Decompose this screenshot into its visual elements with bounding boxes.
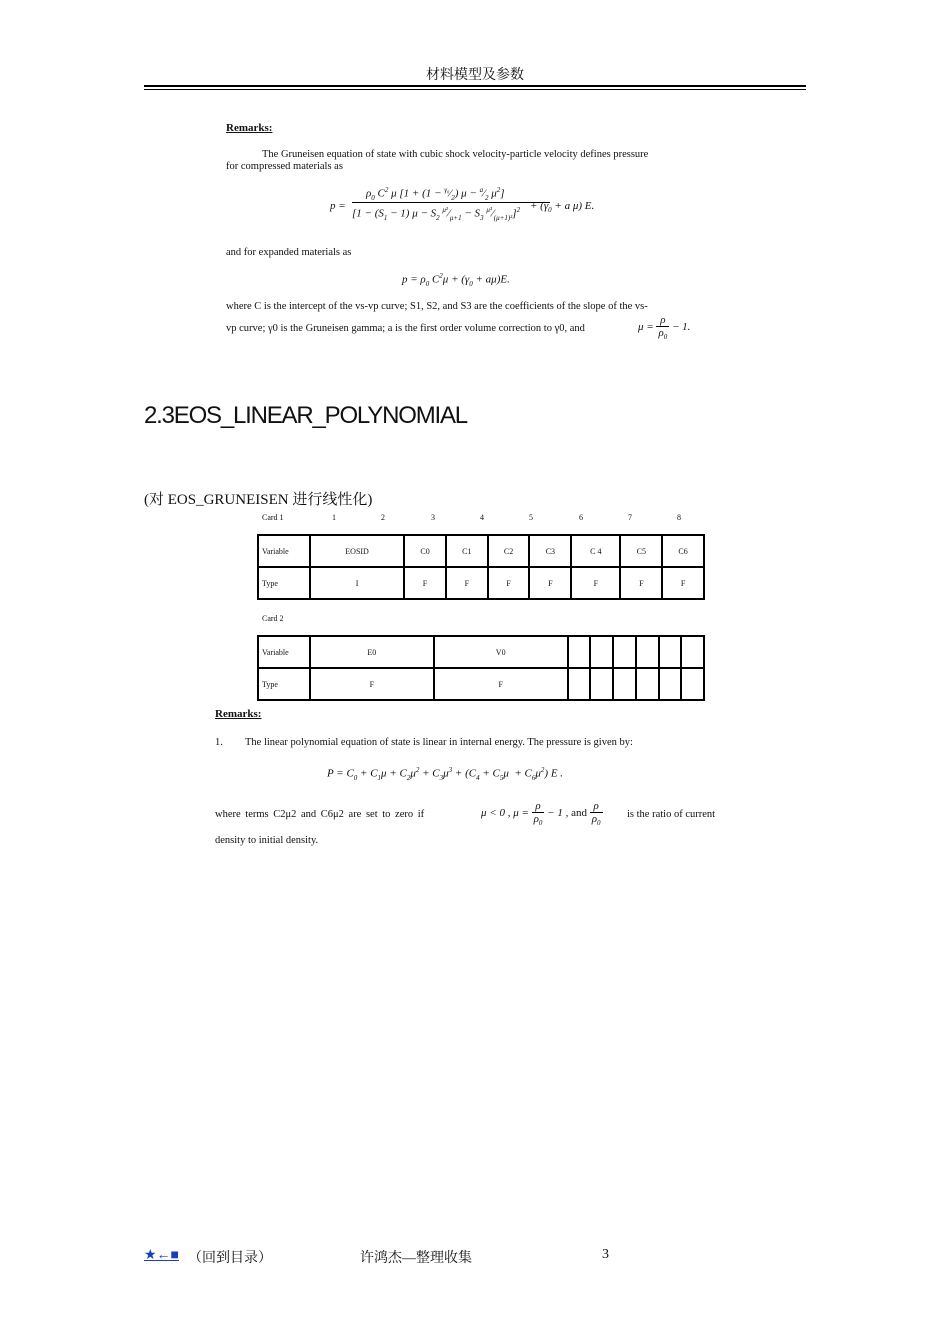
remark-item-number: 1. <box>215 737 223 748</box>
card1-table <box>257 534 705 600</box>
card2-type-6 <box>636 668 659 700</box>
card1-type-1: I <box>310 567 404 599</box>
card1-col-1: 1 <box>332 513 336 522</box>
card2-variable-label: Variable <box>258 636 310 668</box>
card1-type-6: F <box>571 567 620 599</box>
page-header-title: 材料模型及参数 <box>426 68 524 83</box>
card2-var-3 <box>568 636 591 668</box>
card1-var-1: EOSID <box>310 535 404 567</box>
card1-type-3: F <box>446 567 488 599</box>
card2-variable-row <box>258 636 704 668</box>
card1-var-3: C1 <box>446 535 488 567</box>
card2-type-4 <box>590 668 613 700</box>
card1-label: Card 1 <box>262 513 284 522</box>
card1-var-2: C0 <box>404 535 446 567</box>
card1-type-4: F <box>488 567 530 599</box>
card2-type-3 <box>568 668 591 700</box>
card2-type-label: Type <box>258 668 310 700</box>
gruneisen-expanded-equation: $p = \rho_0$ $C^2\mu + (\gamma_0 + a\mu)E$. <box>402 272 510 288</box>
card1-type-2: F <box>404 567 446 599</box>
card2-type-row <box>258 668 704 700</box>
density-text: density to initial density. <box>215 835 319 846</box>
mu-definition-equation: μ = $\frac{\rho}{\rho_0}$ − 1. <box>638 314 691 342</box>
card1-type-row <box>258 567 704 599</box>
card1-var-6: C 4 <box>571 535 620 567</box>
card2-var-8 <box>681 636 704 668</box>
linear-polynomial-equation: $P = C_0 + C_1\mu + C_2\mu^2 + C_3\mu^3 + (C_4 + C_5\mu + C_6\mu^2)$ E . <box>327 766 564 782</box>
card2-var-7 <box>659 636 682 668</box>
card1-type-5: F <box>529 567 571 599</box>
card1-col-6: 6 <box>579 513 583 522</box>
back-to-toc-label: （回到目录） <box>188 1251 272 1266</box>
gruneisen-where-line2: vp curve; γ0 is the Gruneisen gamma; a is the first order volume correction to γ0, and <box>226 323 585 334</box>
card1-variable-label: Variable <box>258 535 310 567</box>
remark-item-text: The linear polynomial equation of state is linear in internal energy. The pressure is given by: <box>245 737 633 748</box>
card1-col-2: 2 <box>381 513 385 522</box>
remarks-heading-1: Remarks: <box>226 122 273 134</box>
card1-type-label: Type <box>258 567 310 599</box>
card2-label: Card 2 <box>262 614 284 623</box>
header-rule-thick <box>144 85 806 87</box>
card2-var-4 <box>590 636 613 668</box>
back-to-toc-nav-icons[interactable]: ★←■ <box>144 1248 180 1263</box>
gruneisen-where-line1: where C is the intercept of the vs-vp curve; S1, S2, and S3 are the coefficients of the slope of the vs- <box>226 301 648 312</box>
card2-table <box>257 635 705 701</box>
expanded-materials-text: and for expanded materials as <box>226 247 352 258</box>
card1-col-4: 4 <box>480 513 484 522</box>
section-subnote: (对 EOS_GRUNEISEN 进行线性化) <box>144 492 373 508</box>
card1-type-7: F <box>620 567 662 599</box>
card2-var-5 <box>613 636 636 668</box>
card2-var-6 <box>636 636 659 668</box>
card1-var-8: C6 <box>662 535 704 567</box>
card1-col-5: 5 <box>529 513 533 522</box>
gruneisen-intro-line2: for compressed materials as <box>226 161 343 172</box>
card1-var-7: C5 <box>620 535 662 567</box>
card1-variable-row <box>258 535 704 567</box>
mu-condition-equation: μ < 0 , μ = $\frac{\rho}{\rho_0}$ − 1 , and $\frac{\rho}{\rho_0}$ <box>481 800 601 828</box>
card1-col-8: 8 <box>677 513 681 522</box>
header-rule-thin <box>144 89 806 90</box>
card2-type-2: F <box>434 668 568 700</box>
card1-var-4: C2 <box>488 535 530 567</box>
card2-type-1: F <box>310 668 434 700</box>
ratio-text: is the ratio of current <box>627 809 716 820</box>
where-terms-text: where terms C2μ2 and C6μ2 are set to zero if <box>215 809 425 820</box>
section-heading-eos-linear-polynomial: 2.3EOS_LINEAR_POLYNOMIAL <box>144 402 467 429</box>
card2-type-7 <box>659 668 682 700</box>
card2-var-1: E0 <box>310 636 434 668</box>
gruneisen-intro-line1: The Gruneisen equation of state with cubic shock velocity-particle velocity defines pressure <box>262 149 649 160</box>
card2-type-8 <box>681 668 704 700</box>
card1-var-5: C3 <box>529 535 571 567</box>
card1-type-8: F <box>662 567 704 599</box>
card1-col-3: 3 <box>431 513 435 522</box>
card1-col-7: 7 <box>628 513 632 522</box>
page-number: 3 <box>602 1247 609 1262</box>
card2-type-5 <box>613 668 636 700</box>
card2-var-2: V0 <box>434 636 568 668</box>
footer-author: 许鸿杰—整理收集 <box>360 1251 472 1266</box>
remarks-heading-2: Remarks: <box>215 708 262 720</box>
